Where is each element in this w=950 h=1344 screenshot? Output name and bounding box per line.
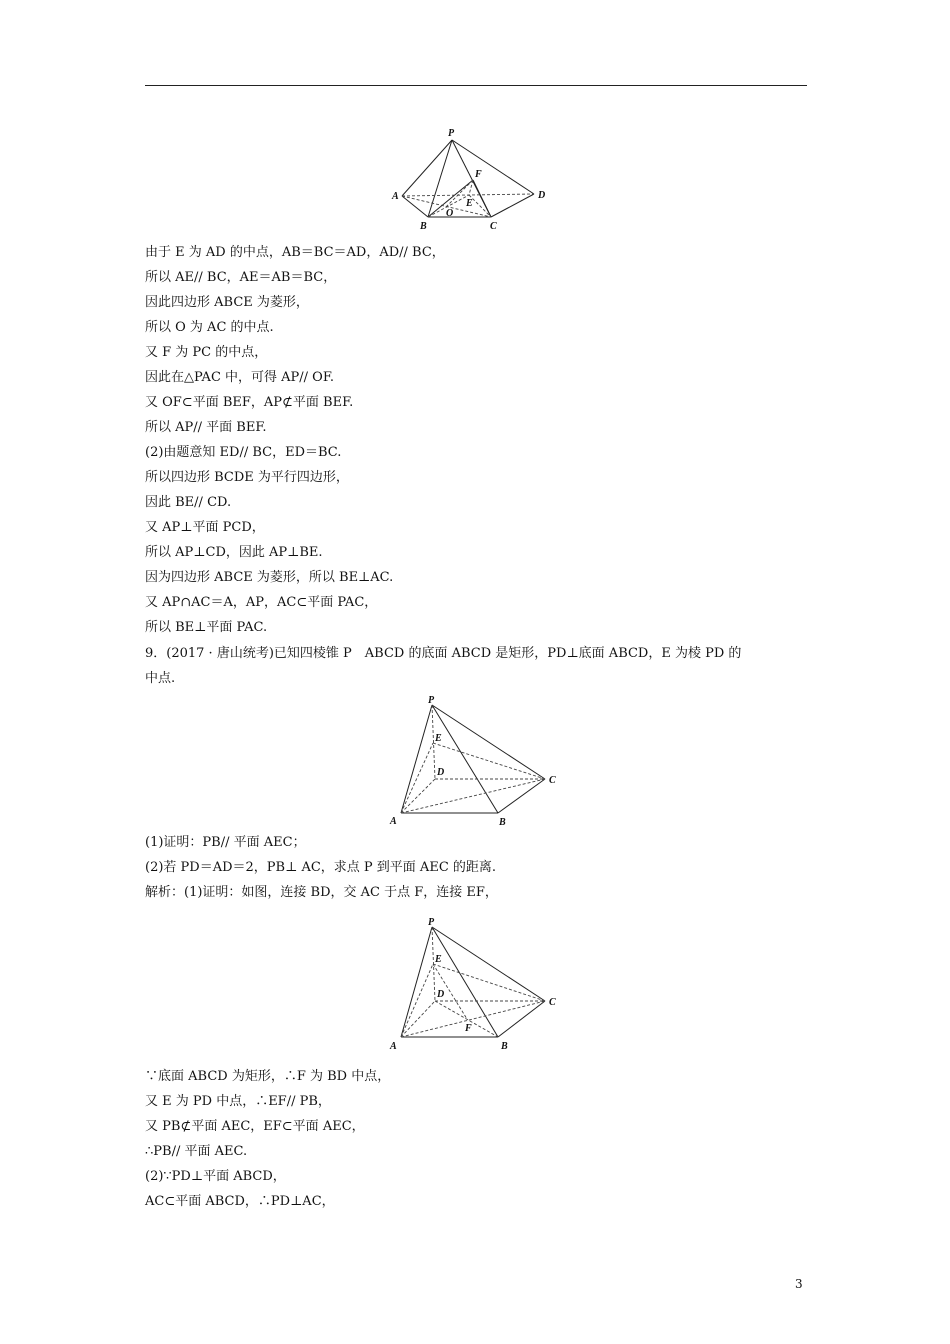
figure-label: B <box>420 221 427 232</box>
text-line: 所以 AE// BC，AE＝AB＝BC， <box>145 270 337 285</box>
figure-pyramid-pabcd-3 <box>385 915 565 1055</box>
text-line: ∴PB// 平面 AEC. <box>145 1144 248 1159</box>
header-rule <box>145 85 807 86</box>
figure-label: B <box>499 817 506 828</box>
problem-part: (2)若 PD＝AD＝2，PB⊥ AC，求点 P 到平面 AEC 的距离. <box>145 860 497 875</box>
figure-label: A <box>392 191 399 202</box>
text-line: 又 AP⊥平面 PCD， <box>145 520 265 535</box>
figure-label: A <box>390 1041 397 1052</box>
text-line: (2)由题意知 ED// BC，ED＝BC. <box>145 445 342 460</box>
text-line: 所以 O 为 AC 的中点. <box>145 320 274 335</box>
text-line: 所以 AP⊥CD，因此 AP⊥BE. <box>145 545 323 560</box>
figure-label: P <box>428 917 435 928</box>
text-line: AC⊂平面 ABCD，∴PD⊥AC， <box>145 1194 335 1209</box>
solution-intro: 解析：(1)证明：如图，连接 BD，交 AC 于点 F，连接 EF， <box>145 885 498 900</box>
figure-label: E <box>435 954 442 965</box>
figure-pyramid-pabcd-1 <box>390 125 560 235</box>
figure-label: O <box>446 208 454 219</box>
text-line: 又 AP∩AC＝A，AP，AC⊂平面 PAC， <box>145 595 378 610</box>
text-line: 所以 AP// 平面 BEF. <box>145 420 267 435</box>
text-line: ∵底面 ABCD 为矩形，∴F 为 BD 中点， <box>145 1069 391 1084</box>
figure-label: C <box>490 221 497 232</box>
figure-label: P <box>428 695 435 706</box>
text-line: 又 OF⊂平面 BEF，AP⊄平面 BEF. <box>145 395 354 410</box>
page-number: 3 <box>795 1277 803 1291</box>
text-line: 因此四边形 ABCE 为菱形， <box>145 295 309 310</box>
figure-label: C <box>549 997 556 1008</box>
text-line: 因此在△PAC 中，可得 AP// OF. <box>145 370 334 385</box>
problem-statement: 中点. <box>145 671 176 686</box>
text-line: 因为四边形 ABCE 为菱形，所以 BE⊥AC. <box>145 570 394 585</box>
figure-pyramid-pabcd-2 <box>385 693 565 828</box>
figure-label: E <box>466 198 473 209</box>
figure-label: A <box>390 816 397 827</box>
figure-label: F <box>475 169 482 180</box>
problem-statement: 9．(2017 · 唐山统考)已知四棱锥 P ABCD 的底面 ABCD 是矩形，PD⊥底面 ABCD，E 为棱 PD 的 <box>145 646 742 661</box>
figure-label: P <box>448 128 455 139</box>
text-line: 由于 E 为 AD 的中点，AB＝BC＝AD，AD// BC， <box>145 245 445 260</box>
text-line: 所以 BE⊥平面 PAC. <box>145 620 268 635</box>
figure-label: D <box>538 190 546 201</box>
text-line: 因此 BE// CD. <box>145 495 232 510</box>
figure-label: C <box>549 775 556 786</box>
problem-part: (1)证明：PB// 平面 AEC； <box>145 835 306 850</box>
text-line: 所以四边形 BCDE 为平行四边形， <box>145 470 349 485</box>
text-line: 又 E 为 PD 中点，∴EF// PB， <box>145 1094 331 1109</box>
figure-label: D <box>437 767 445 778</box>
figure-label: D <box>437 989 445 1000</box>
text-line: (2)∵PD⊥平面 ABCD， <box>145 1169 286 1184</box>
figure-label: E <box>435 733 442 744</box>
figure-label: F <box>465 1023 472 1034</box>
figure-label: B <box>501 1041 508 1052</box>
text-line: 又 PB⊄平面 AEC，EF⊂平面 AEC， <box>145 1119 365 1134</box>
text-line: 又 F 为 PC 的中点， <box>145 345 268 360</box>
